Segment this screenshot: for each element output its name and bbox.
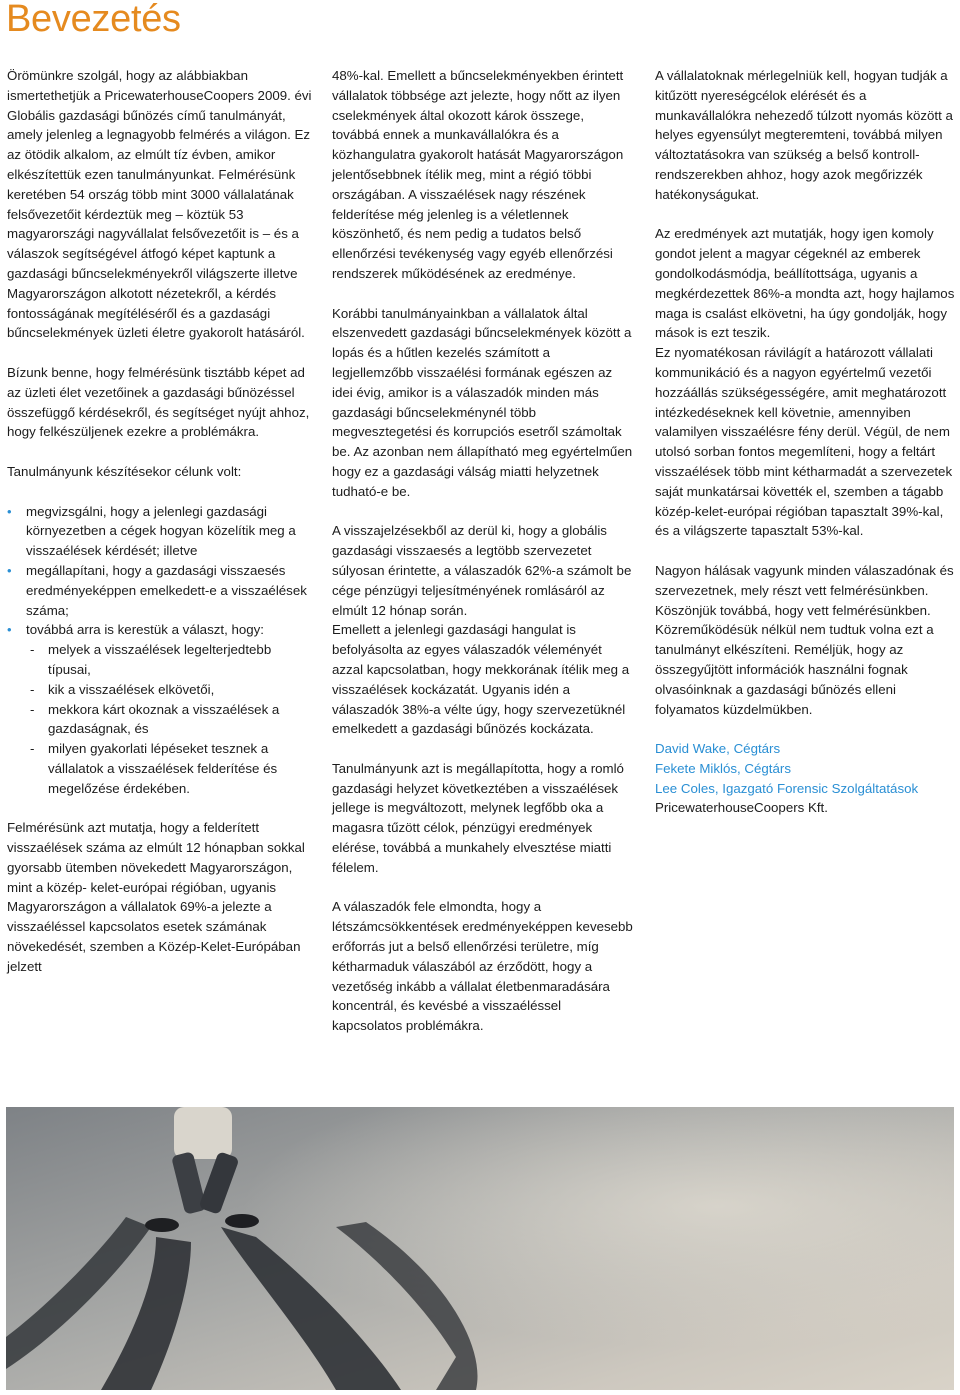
paragraph: Tanulmányunk azt is megállapította, hogy a romló gazdasági helyzet következtében a visszaélések jellege is megváltozott, melynek legfőbb oka a magasra tűzött célok, pénzügyi eredmények elérése, továbbá a munkahely elvesztése miatti félelem. xyxy=(332,760,624,875)
signature-block xyxy=(655,739,955,818)
list-item: - kik a visszaélések elkövetői, xyxy=(30,680,312,700)
dash-icon: - xyxy=(30,701,35,717)
photo-illustration xyxy=(6,1107,954,1390)
company-name: PricewaterhouseCoopers Kft. xyxy=(655,800,828,816)
list-item: • megállapítani, hogy a gazdasági visszaesés eredményeképpen emelkedett-e a visszaélések száma; xyxy=(7,562,307,618)
list-item: - mekkora kárt okoznak a visszaélések a gazdaságnak, és xyxy=(30,701,280,737)
paragraph: A válaszadók fele elmondta, hogy a létszámcsökkentések eredményeképpen kevesebb erőforrás jut a belső ellenőrzési területre, míg kétharmaduk válaszából az érződött, hogy a vezetőség inkább a vállalat életbenmaradására koncentrál, és kevésbé a visszaéléssel kapcsolatos problémákra. xyxy=(332,899,633,1034)
signature-line: Fekete Miklós, Cégtárs xyxy=(655,760,791,776)
paragraph: Ez nyomatékosan rávilágít a határozott vállalati kommunikáció és a nagyon egyértelmű vezetői hozzáállás szükségességére, amit meghatározott intézkedéseknek kell követnie, amennyiben valamilyen visszaélésre fény derül. Végül, de nem utolsó sorban fontos megemlíteni, hogy a feltárt visszaélések több mint kétharmadát a szervezetek saját munkatársai követték el, szemben a tágabb közép-kelet-európai régióban tapasztalt 39%-kal, és a világszerte tapasztalt 53%-kal. xyxy=(655,345,953,539)
bullet-icon: • xyxy=(7,503,12,519)
signature-line: Lee Coles, Igazgató Forensic Szolgáltatások xyxy=(655,780,919,796)
list-item: - melyek a visszaélések legelterjedtebb típusai, xyxy=(30,642,272,677)
dash-icon: - xyxy=(30,681,35,697)
paragraph: A vállalatoknak mérlegelniük kell, hogyan tudják a kitűzött nyereségcélok elérését és a munkavállalókra nehezedő túlzott nyomás között a helyes egyensúlyt megteremteni, továbbá milyen változtatásokra van szükség a belső kontroll-rendszerekben ahhoz, hogy azok megőrizzék hatékonyságukat. xyxy=(655,68,953,202)
paragraph: Felmérésünk azt mutatja, hogy a felderített visszaélések száma az elmúlt 12 hónapban sokkal gyorsabb ütemben növekedett Magyarországon, mint a közép- kelet-európai régióban, ugyanis Magyarországon a vállalatok 69%-a jelezte a visszaéléssel kapcsolatos esetek számának növekedését, szemben a Közép-Kelet-Európában jelzett xyxy=(7,820,305,974)
paragraph: Az eredmények azt mutatják, hogy igen komoly gondot jelent a magyar cégeknél az emberek gondolkodásmódja, beállítottsága, ugyanis a megkérdezettek 86%-a mondta azt, hogy hajlamos maga is csalást elkövetni, ha úgy gondolják, hogy mások is ezt teszik. xyxy=(655,226,955,341)
dash-icon: - xyxy=(30,642,35,658)
paragraph: Bízunk benne, hogy felmérésünk tisztább képet ad az üzleti élet vezetőinek a gazdasági bűnözéssel összefüggő kérdésekről, és segítséget nyújt ahhoz, hogy felkészüljenek ezekre a problémákra. xyxy=(7,364,310,440)
text-column-3 xyxy=(655,66,955,818)
text-column-1 xyxy=(7,66,312,996)
acknowledgement-paragraph: Nagyon hálásak vagyunk minden válaszadónak és szervezetnek, mely részt vett felmérésünkben. Köszönjük továbbá, hogy vett felmérésünkben. Közreműködésük nélkül nem tudtuk volna ezt a tanulmányt elkészíteni. Reméljük, hogy az összegyűjtött információk használni fognak olvasóinknak a gazdasági bűnözés elleni folyamatos küzdelmükben. xyxy=(655,562,954,717)
paragraph: Emellett a jelenlegi gazdasági hangulat is befolyásolta az egyes válaszadók véleményét azzal kapcsolatban, hogy mekkorának ítélik meg a visszaélések kockázatát. Ugyanis idén a válaszadók 38%-a vélte úgy, hogy szervezetüknél emelkedett a gazdasági bűnözés kockázata. xyxy=(332,622,630,737)
paragraph: A visszajelzésekből az derül ki, hogy a globális gazdasági visszaesés a legtöbb szervezetet súlyosan érintette, a válaszadók 62%-a számolt be cége pénzügyi teljesítményének romlásáról az elmúlt 12 hónap során. xyxy=(332,523,632,618)
page-title: Bevezetés xyxy=(6,0,181,40)
bullet-icon: • xyxy=(7,622,12,638)
list-item: - milyen gyakorlati lépéseket tesznek a vállalatok a visszaélések felderítése és megelőzése érdekében. xyxy=(30,741,278,796)
paragraph: Korábbi tanulmányainkban a vállalatok által elszenvedett gazdasági bűncselekmények között a lopás és a hűtlen kezelés számított a legjellemzőbb visszaélési formának egészen az idei évig, amikor is a válaszadók minden más gazdasági bűncselekménynél több megvesztegetési és korrupciós esetről számoltak be. Az azonban nem állapítható meg egyértelműen hogy ez a gazdasági válság miatti helyzetnek tudható-e be. xyxy=(332,305,633,499)
walking-shadows-photo xyxy=(6,1107,954,1390)
list-item: • megvizsgálni, hogy a jelenlegi gazdasági környezetben a cégek hogyan közelítik meg a visszaélések kérdését; illetve xyxy=(7,503,296,559)
list-item: • továbbá arra is kerestük a választ, hogy: - melyek a visszaélések legelterjedtebb típusai, - kik a visszaélések elkövetői, - mekkora kárt okoznak a visszaélések a gazdaságnak, és - milyen gyakorlati lépéseket tesznek a vállalatok a visszaélések felderítése és megelőzése érdekében. xyxy=(7,620,312,798)
sub-list xyxy=(16,640,312,798)
intro-paragraph: Örömünkre szolgál, hogy az alábbiakban ismertethetjük a PricewaterhouseCoopers 2009. évi Globális gazdasági bűnözés című tanulmányát, amely jelenleg a legnagyobb felmérés a világon. Ez az ötödik alkalom, az elmúlt tíz évben, amikor elkészítettük ezen tanulmányunkat. Felmérésünk keretében 54 ország több mint 3000 vállalatának felsővezetőit kérdeztük meg – köztük 53 magyarországi nagyvállalat felsővezetőit is – és a válaszok segítségével átfogó képet kaptunk a gazdasági bűncselekményekről világszerte illetve Magyarországon alkotott nézetekről, a kérdés fontosságának megítéléséről és a gazdasági bűncselekmények üzleti életre gyakorolt hatásáról. xyxy=(7,68,312,341)
signature-line: David Wake, Cégtárs xyxy=(655,741,781,757)
goals-intro: Tanulmányunk készítésekor célunk volt: xyxy=(7,463,242,479)
bullet-icon: • xyxy=(7,562,12,578)
text-column-2 xyxy=(332,66,634,1056)
dash-icon: - xyxy=(30,741,35,757)
goals-list xyxy=(7,502,312,799)
paragraph: 48%-kal. Emellett a bűncselekményekben érintett vállalatok többsége azt jelezte, hogy nőtt az ilyen cselekmények által okozott károk összege, továbbá ennek a munkavállalókra és a közhangulatra gyakorolt hatását Magyarországon jelentősebbnek ítélik meg, mint a régió többi országában. A visszaélések nagy részének felderítése még jelenleg is a véletlennek köszönhető, és nem pedig a tudatos belső ellenőrzési tevékenység vagy egyéb ellenőrzési rendszerek működésének az eredménye. xyxy=(332,68,624,281)
